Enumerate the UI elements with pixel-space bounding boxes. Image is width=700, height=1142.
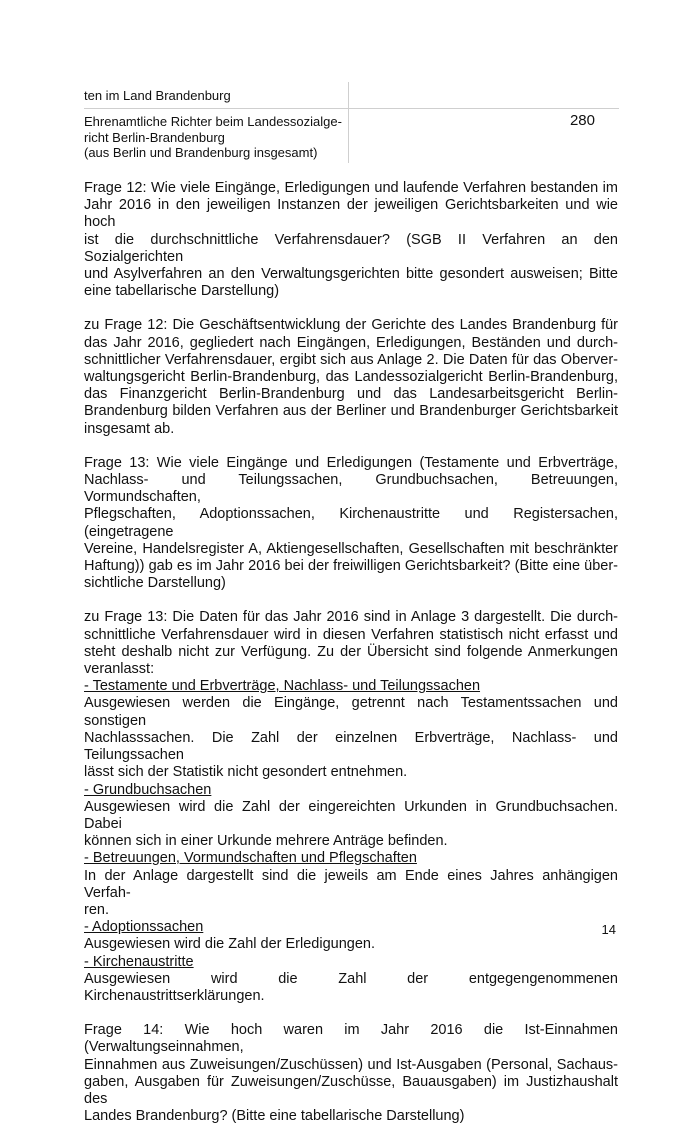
- text-line: Frage 14: Wie hoch waren im Jahr 2016 die Ist-Einnahmen (Verwaltungseinnahmen,: [84, 1022, 618, 1056]
- text-line: schnittliche Verfahrensdauer wird in diesen Verfahren statistisch nicht erfasst und: [84, 626, 618, 643]
- text-line: Nachlass- und Teilungssachen, Grundbuchsachen, Betreuungen, Vormundschaften,: [84, 472, 618, 506]
- table-row: [84, 109, 619, 163]
- cell-line: Ehrenamtliche Richter beim Landessozialge-: [84, 114, 342, 129]
- table-cell-value: [348, 82, 619, 108]
- text-line: können sich in einer Urkunde mehrere Anträge befinden.: [84, 833, 448, 850]
- page-number: 14: [601, 922, 616, 937]
- text-line: zu Frage 12: Die Geschäftsentwicklung der Gerichte des Landes Brandenburg für: [84, 317, 618, 334]
- text-line: ren.: [84, 901, 109, 918]
- text-line: zu Frage 13: Die Daten für das Jahr 2016 sind in Anlage 3 dargestellt. Die durch-: [84, 609, 618, 626]
- note-heading: - Kirchenaustritte: [84, 953, 194, 970]
- text-line: Einnahmen aus Zuweisungen/Zuschüssen) und Ist-Ausgaben (Personal, Sachaus-: [84, 1056, 618, 1073]
- text-line: sichtliche Darstellung): [84, 575, 226, 592]
- text-line: Ausgewiesen wird die Zahl der eingereichten Urkunden in Grundbuchsachen. Dabei: [84, 798, 618, 832]
- note-heading: - Testamente und Erbverträge, Nachlass- und Teilungssachen: [84, 678, 481, 695]
- table-cell-label: [84, 109, 348, 163]
- question-13: [84, 455, 618, 593]
- text-line: waltungsgericht Berlin-Brandenburg, das Landessozialgericht Berlin-Brandenburg,: [84, 369, 618, 386]
- note-heading: - Adoptionssachen: [84, 919, 204, 936]
- text-line: Frage 13: Wie viele Eingänge und Erledigungen (Testamente und Erbverträge,: [84, 454, 618, 471]
- text-line: In der Anlage dargestellt sind die jeweils am Ende eines Jahres anhängigen Verfah-: [84, 867, 618, 901]
- text-line: schnittlicher Verfahrensdauer, ergibt sich aus Anlage 2. Die Daten für das Oberver-: [84, 351, 618, 368]
- answer-13: [84, 609, 618, 1005]
- text-line: Jahr 2016 in den jeweiligen Instanzen der jeweiligen Gerichtsbarkeiten und wie hoch: [84, 197, 618, 231]
- text-line: Ausgewiesen wird die Zahl der Erledigungen.: [84, 936, 375, 953]
- text-line: Frage 12: Wie viele Eingänge, Erledigungen und laufende Verfahren bestanden im: [84, 180, 618, 196]
- document-body: [84, 180, 618, 1142]
- question-14: [84, 1022, 618, 1125]
- cell-line: (aus Berlin und Brandenburg insgesamt): [84, 145, 318, 160]
- cell-line: richt Berlin-Brandenburg: [84, 129, 225, 145]
- table-row: [84, 82, 619, 109]
- note-heading: - Betreuungen, Vormundschaften und Pflegschaften: [84, 850, 417, 867]
- question-12: [84, 180, 618, 300]
- text-line: Brandenburg bilden Verfahren aus der Berliner und Brandenburger Gerichtsbarkeit: [84, 403, 618, 420]
- text-line: und Asylverfahren an den Verwaltungsgerichten bitte gesondert ausweisen; Bitte: [84, 266, 618, 283]
- text-line: Haftung)) gab es im Jahr 2016 bei der freiwilligen Gerichtsbarkeit? (Bitte eine über-: [84, 558, 618, 575]
- table-cell-value: 280: [348, 109, 619, 163]
- text-line: das Jahr 2016, gegliedert nach Eingängen, Erledigungen, Beständen und durch-: [84, 334, 618, 351]
- answer-12: [84, 317, 618, 437]
- text-line: eine tabellarische Darstellung): [84, 283, 280, 300]
- text-line: das Finanzgericht Berlin-Brandenburg und das Landesarbeitsgericht Berlin-: [84, 386, 618, 403]
- table-fragment: [84, 82, 619, 163]
- text-line: gaben, Ausgaben für Zuweisungen/Zuschüsse, Bauausgaben) im Justizhaushalt des: [84, 1073, 618, 1107]
- table-cell-label: ten im Land Brandenburg: [84, 88, 231, 103]
- text-line: steht deshalb nicht zur Verfügung. Zu der Übersicht sind folgende Anmerkungen: [84, 643, 618, 660]
- text-line: veranlasst:: [84, 661, 155, 678]
- text-line: Ausgewiesen wird die Zahl der entgegengenommenen Kirchenaustrittserklärungen.: [84, 970, 618, 1004]
- text-line: insgesamt ab.: [84, 420, 175, 437]
- text-line: Pflegschaften, Adoptionssachen, Kirchenaustritte und Registersachen, (eingetragene: [84, 506, 618, 540]
- text-line: Nachlasssachen. Die Zahl der einzelnen Erbverträge, Nachlass- und Teilungssachen: [84, 729, 618, 764]
- text-line: ist die durchschnittliche Verfahrensdauer? (SGB II Verfahren an den Sozialgerichten: [84, 231, 618, 265]
- text-line: Landes Brandenburg? (Bitte eine tabellarische Darstellung): [84, 1108, 465, 1125]
- note-heading: - Grundbuchsachen: [84, 781, 212, 798]
- text-line: lässt sich der Statistik nicht gesondert entnehmen.: [84, 764, 408, 781]
- text-line: Ausgewiesen werden die Eingänge, getrennt nach Testamentssachen und sonstigen: [84, 695, 618, 729]
- text-line: Vereine, Handelsregister A, Aktiengesellschaften, Gesellschaften mit beschränkter: [84, 540, 618, 557]
